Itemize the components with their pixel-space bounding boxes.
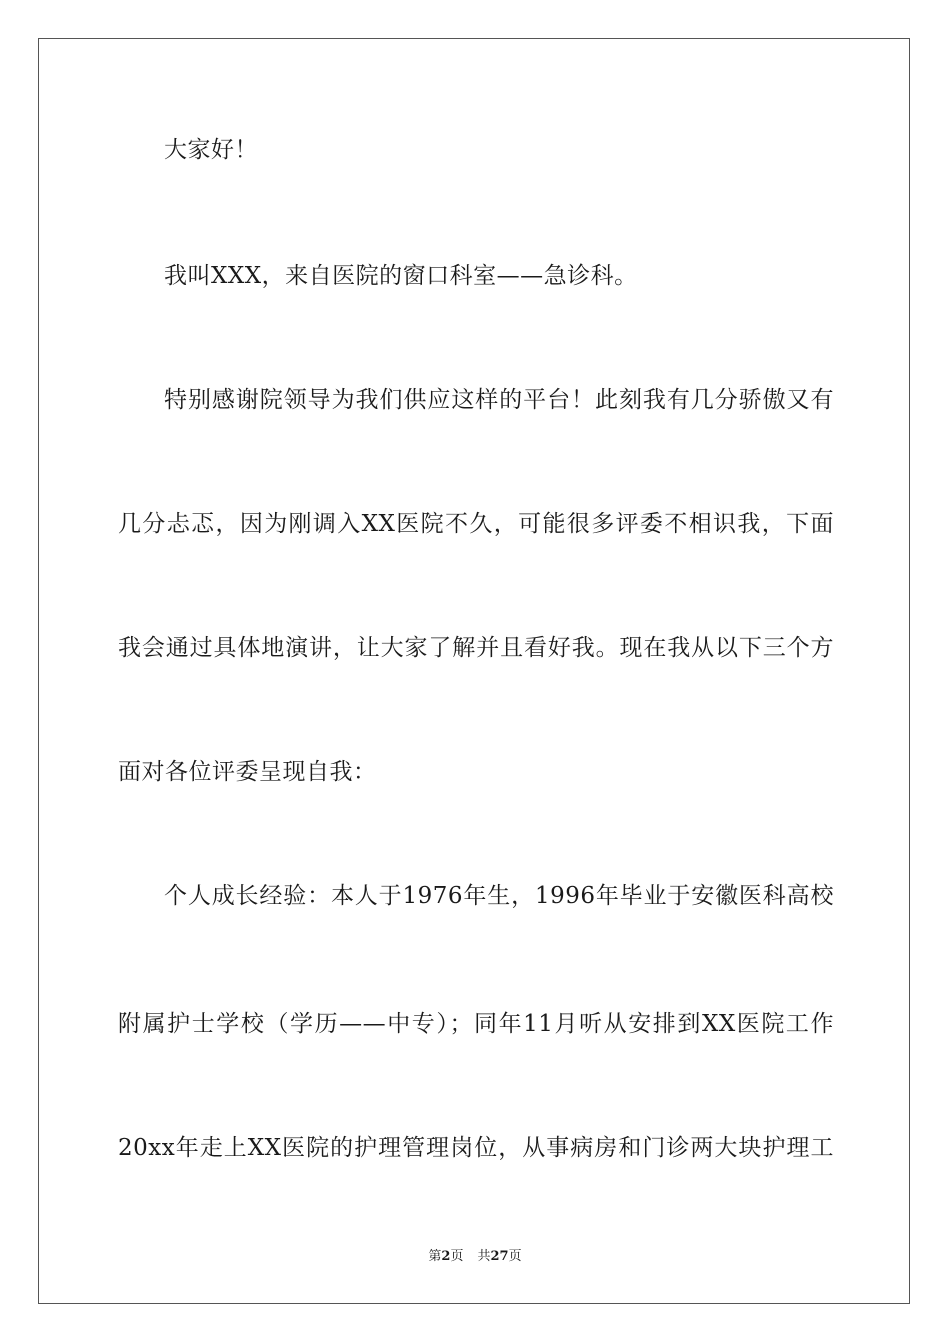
greeting-line: 大家好！ [164,137,258,163]
paragraph-line: 附属护士学校（学历——中专）；同年11月听从安排到XX医院工作 [118,1011,834,1037]
paragraph-line: 个人成长经验：本人于1976年生，1996年毕业于安徽医科高校 [164,883,834,909]
intro-line: 我叫XXX，来自医院的窗口科室——急诊科。 [164,263,638,289]
total-suffix: 页 [508,1249,522,1264]
page-total: 27 [490,1249,509,1264]
page-border [38,38,910,1304]
page-number: 2 [441,1249,451,1264]
paragraph-line: 面对各位评委呈现自我： [118,759,377,785]
paragraph-line: 我会通过具体地演讲，让大家了解并且看好我。现在我从以下三个方 [118,635,834,661]
paragraph-line: 几分忐忑，因为刚调入XX医院不久，可能很多评委不相识我，下面 [118,511,834,537]
paragraph-line: 特别感谢院领导为我们供应这样的平台！此刻我有几分骄傲又有 [164,387,834,413]
page-suffix: 页 [450,1249,464,1264]
page-prefix: 第 [428,1249,442,1264]
paragraph-line: 20xx年走上XX医院的护理管理岗位，从事病房和门诊两大块护理工 [118,1135,834,1161]
total-prefix: 共 [477,1249,491,1264]
page-footer [0,1248,950,1266]
